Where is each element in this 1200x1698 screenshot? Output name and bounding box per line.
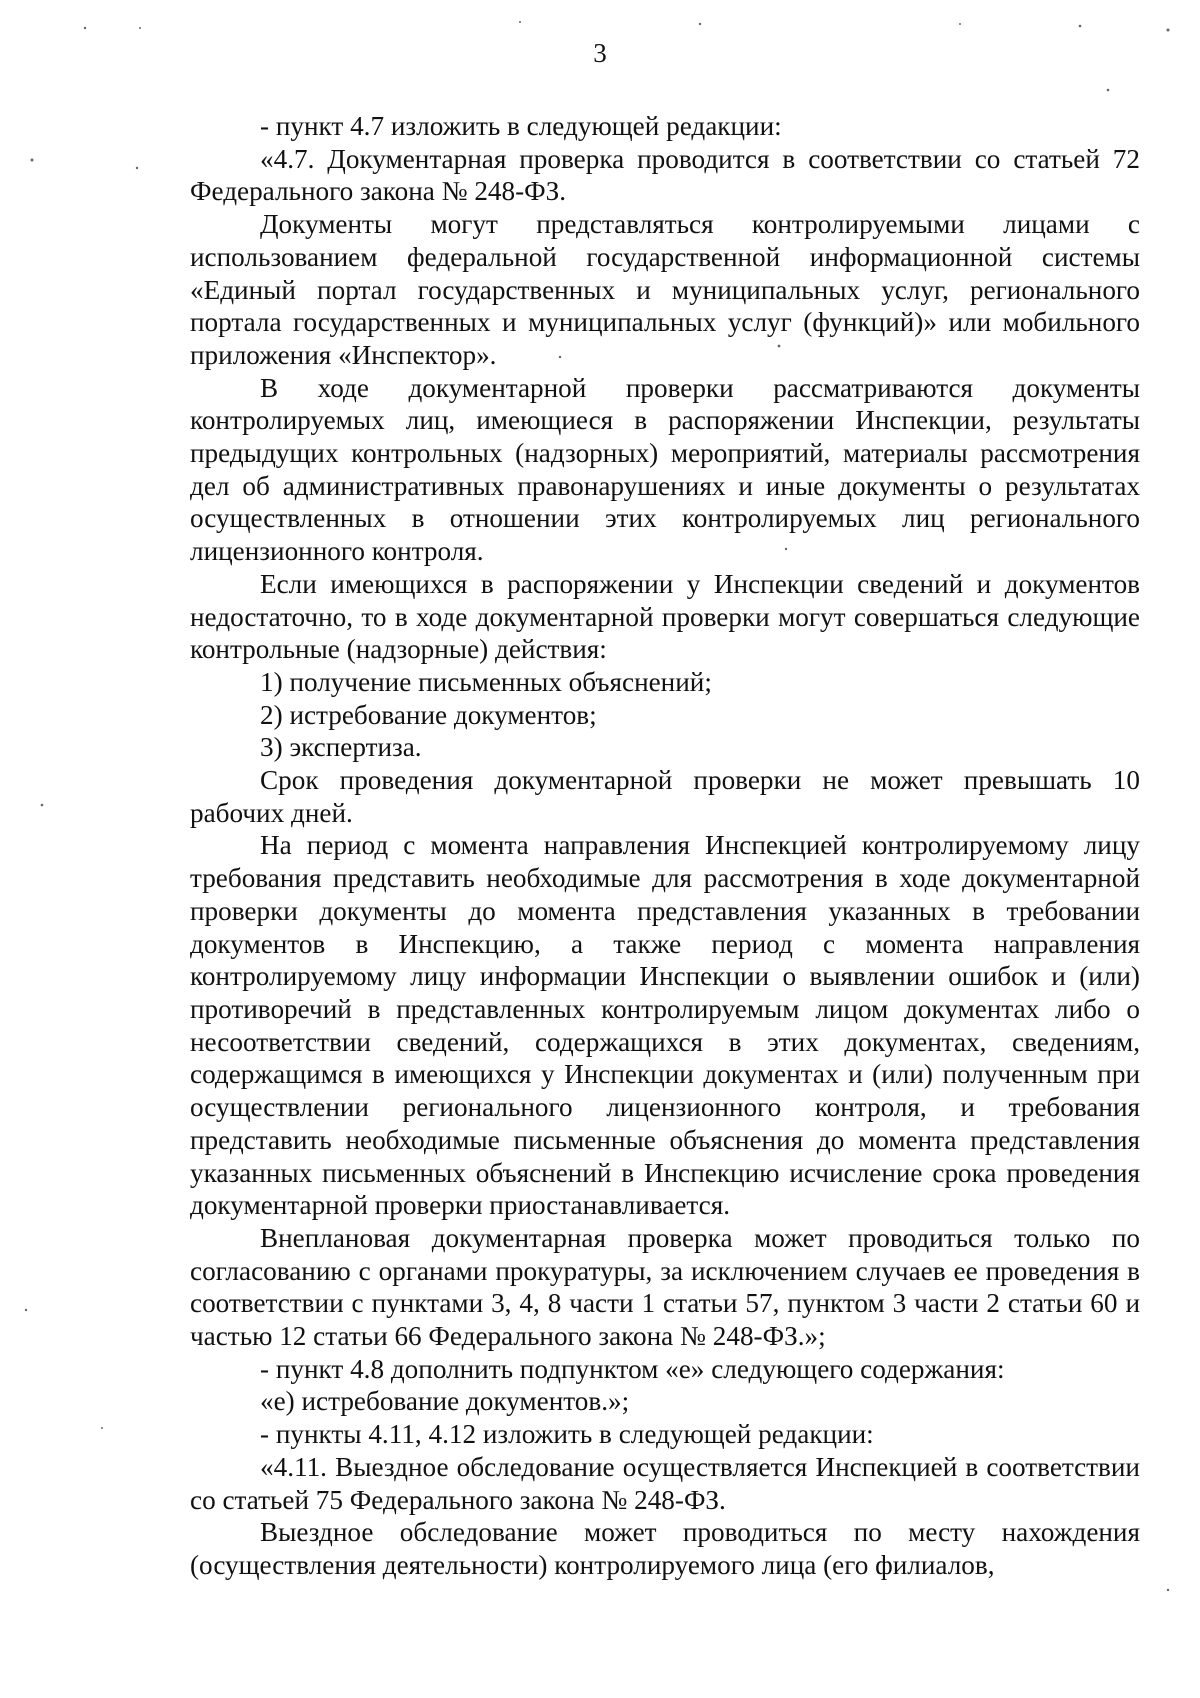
document-body [190,110,1140,1582]
paragraph: «4.7. Документарная проверка проводится в соответствии со статьей 72 Федерального закона № 248-ФЗ. [190,143,1140,207]
paragraph: На период с момента направления Инспекцией контролируемому лицу требования представить необходимые для рассмотрения в ходе документарной проверки документы до момента представления указанных в требовании документов в Инспекцию, а также период с момента направления контролируемому лицу информации Инспекции о выявлении ошибок и (или) противоречий в представленных контролируемым лицом документах либо о несоответствии сведений, содержащихся в этих документах, сведениям, содержащимся в имеющихся у Инспекции документах и (или) полученным при осуществлении регионального лицензионного контроля, и требования представить необходимые письменные объяснения до момента представления указанных письменных объяснений в Инспекцию исчисление срока проведения документарной проверки приостанавливается. [190,830,1140,1221]
paragraph: Если имеющихся в распоряжении у Инспекции сведений и документов недостаточно, то в ходе документарной проверки могут совершаться следующие контрольные (надзорные) действия: [190,568,1140,665]
list-item: 2) истребование документов; [260,699,597,730]
paragraph: - пункт 4.7 изложить в следующей редакции: [260,111,782,141]
page-number: 3 [593,38,607,68]
paragraph: Документы могут представляться контролируемыми лицами с использованием федеральной государственной информационной системы «Единый портал государственных и муниципальных услуг, регионального портала государственных и муниципальных услуг (функций)» или мобильного приложения «Инспектор». [190,209,1140,370]
paragraph: Срок проведения документарной проверки не может превышать 10 рабочих дней. [190,765,1140,828]
paragraph: В ходе документарной проверки рассматриваются документы контролируемых лиц, имеющиеся в распоряжении Инспекции, результаты предыдущих контрольных (надзорных) мероприятий, материалы рассмотрения дел об административных правонарушениях и иные документы о результатах осуществленных в отношении этих контролируемых лиц регионального лицензионного контроля. [190,372,1140,567]
list-item: 1) получение письменных объяснений; [260,666,712,697]
paragraph: - пункты 4.11, 4.12 изложить в следующей редакции: [260,1419,874,1450]
paragraph: Внеплановая документарная проверка может проводиться только по согласованию с органами прокуратуры, за исключением случаев ее проведения в соответствии с пунктами 3, 4, 8 части 1 статьи 57, пунктом 3 части 2 статьи 60 и частью 12 статьи 66 Федерального закона № 248-ФЗ.»; [190,1222,1140,1352]
list-item: 3) экспертиза. [260,732,422,763]
paragraph: «4.11. Выездное обследование осуществляется Инспекцией в соответствии со статьей 75 Федерального закона № 248-ФЗ. [190,1451,1140,1515]
paragraph: Выездное обследование может проводиться по месту нахождения (осуществления деятельности) контролируемого лица (его филиалов, [190,1517,1140,1580]
paragraph: - пункт 4.8 дополнить подпунктом «е» следующего содержания: [260,1353,1005,1384]
paragraph: «е) истребование документов.»; [260,1386,630,1417]
